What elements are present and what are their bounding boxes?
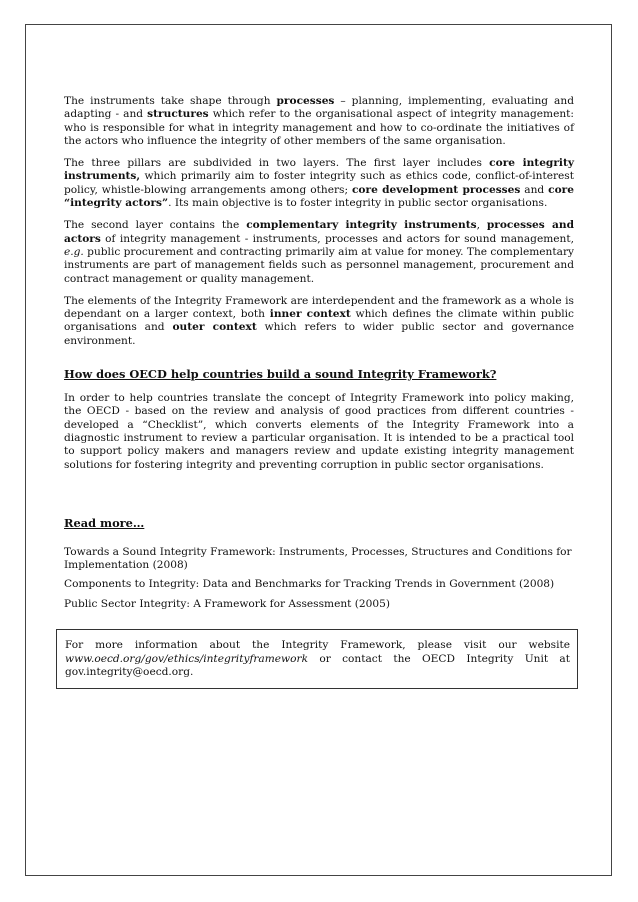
section-heading-read-more: Read more… <box>64 515 145 530</box>
paragraph-instruments: The instruments take shape through processes – planning, implementing, evaluating and adapting - and structures which refer to the organisational aspect of integrity management: who is responsible for what in integrity management and how to co-ordinate the initiatives of the actors who influence the integrity of other members of the same organisation. <box>64 95 574 147</box>
paragraph-second-layer: The second layer contains the complementary integrity instruments, processes and actors of integrity management - instruments, processes and actors for sound management, e.g. public procurement and contracting primarily aim at value for money. The complementary instruments are part of management fields such as personnel management, procurement and contract management or quality management. <box>64 219 574 285</box>
paragraph-context: The elements of the Integrity Framework are interdependent and the framework as a whole is dependant on a larger context, both inner context which defines the climate within public organisations and outer context which refers to wider public sector and governance environment. <box>64 294 574 347</box>
read-more-item: Public Sector Integrity: A Framework for Assessment (2005) <box>64 597 391 610</box>
page-content <box>64 95 574 617</box>
read-more-item: Towards a Sound Integrity Framework: Instruments, Processes, Structures and Conditions for Implementation (2008) <box>64 545 572 572</box>
website-link[interactable]: www.oecd.org/gov/ethics/integrityframework <box>65 652 308 665</box>
paragraph-pillars: The three pillars are subdivided in two layers. The first layer includes core integrity instruments, which primarily aim to foster integrity such as ethics code, conflict-of-interest policy, whistle-blowing arrangements among others; core development processes and core “integrity actors”. Its main objective is to foster integrity in public sector organisations. <box>64 157 574 210</box>
info-box-line-2: www.oecd.org/gov/ethics/integrityframework or contact the OECD Integrity Unit at <box>65 652 570 665</box>
info-box <box>56 629 578 689</box>
info-box-line-1: For more information about the Integrity Framework, please visit our website <box>65 639 570 651</box>
info-box-email[interactable]: gov.integrity@oecd.org. <box>65 666 194 678</box>
read-more-item: Components to Integrity: Data and Benchmarks for Tracking Trends in Government (2008) <box>64 578 555 591</box>
section-heading-oecd-help: How does OECD help countries build a sound Integrity Framework? <box>64 367 497 382</box>
read-more-list <box>64 546 574 611</box>
paragraph-checklist: In order to help countries translate the concept of Integrity Framework into policy making, the OECD - based on the review and analysis of good practices from different countries - developed a “Checklist”, which converts elements of the Integrity Framework into a diagnostic instrument to review a particular organisation. It is intended to be a practical tool to support policy makers and managers review and update existing integrity management solutions for fostering integrity and preventing corruption in public sector organisations. <box>64 392 574 471</box>
